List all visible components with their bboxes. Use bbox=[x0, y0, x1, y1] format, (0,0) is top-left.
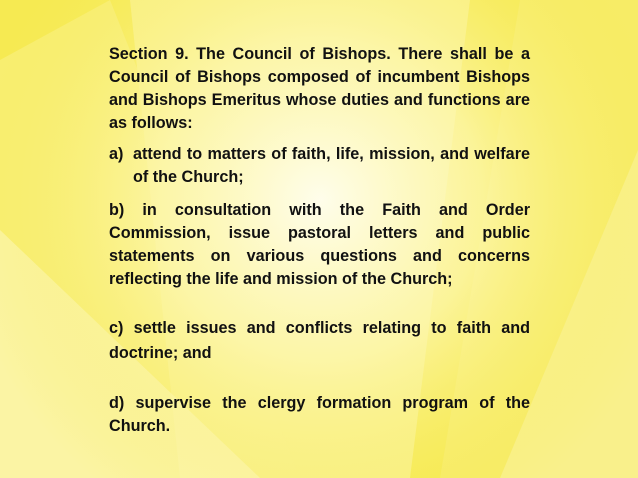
section-paragraph: Section 9. The Council of Bishops. There shall be a Council of Bishops composed of incumbent Bishops and Bishops Emeritus whose duties and functions are as follows: bbox=[109, 45, 530, 132]
slide-text-block bbox=[109, 43, 530, 438]
item-b: b) in consultation with the Faith and Order Commission, issue pastoral letters and public statements on various questions and concerns reflecting the life and mission of the Church; bbox=[109, 201, 530, 288]
item-a-text: attend to matters of faith, life, mission, and welfare of the Church; bbox=[133, 145, 530, 186]
item-d: d) supervise the clergy formation program of the Church. bbox=[109, 394, 530, 435]
item-c: c) settle issues and conflicts relating to faith and doctrine; and bbox=[109, 319, 530, 362]
item-a-label: a) bbox=[109, 145, 124, 163]
item-a bbox=[109, 143, 530, 189]
